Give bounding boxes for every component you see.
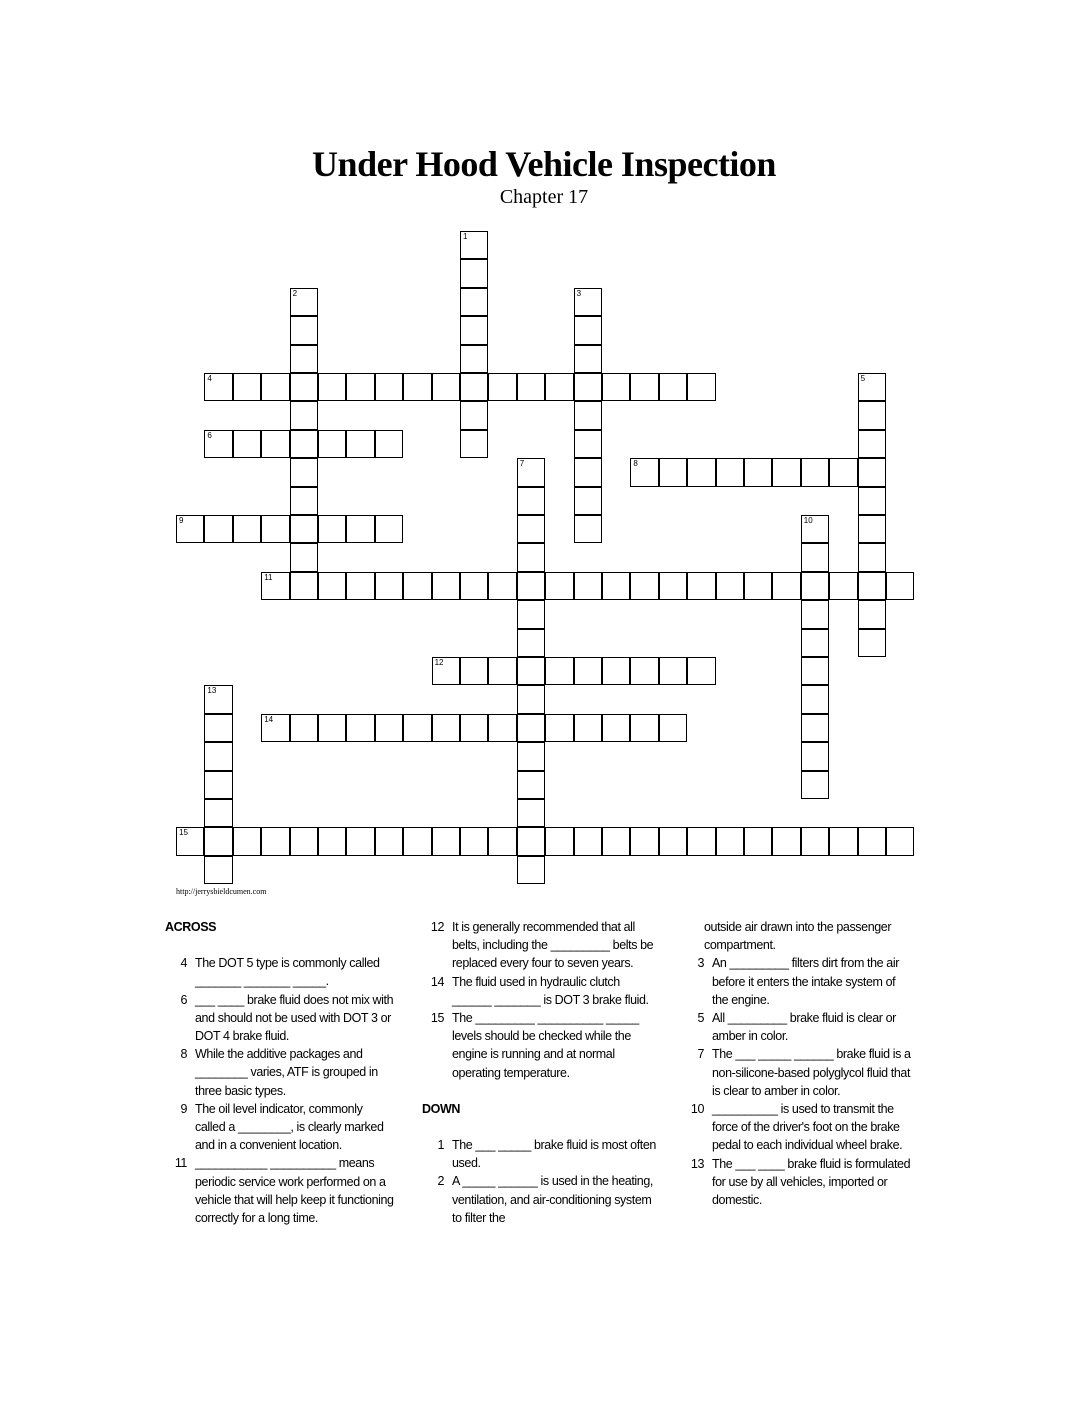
grid-cell[interactable] — [488, 827, 516, 855]
clue-text: The _________ __________ _____ levels should be checked while the engine is running and at normal operating temperature. — [452, 1011, 639, 1080]
clue-text: ___________ __________ means periodic service work performed on a vehicle that will help keep it functioning correctly for a long time. — [195, 1156, 394, 1226]
grid-cell[interactable] — [687, 827, 715, 855]
grid-cell[interactable] — [687, 458, 715, 486]
grid-cell[interactable] — [659, 458, 687, 486]
grid-cell[interactable] — [659, 373, 687, 401]
grid-cell[interactable] — [432, 657, 460, 685]
grid-cell[interactable] — [829, 827, 857, 855]
clue-across-12 — [422, 918, 657, 973]
grid-cell[interactable] — [460, 714, 488, 742]
grid-cell[interactable] — [318, 373, 346, 401]
grid-cell[interactable] — [460, 572, 488, 600]
clue-down-3 — [682, 954, 912, 1009]
clue-across-9 — [165, 1100, 395, 1155]
grid-cell[interactable] — [886, 572, 914, 600]
clue-across-14 — [422, 973, 657, 1009]
grid-cell[interactable] — [460, 345, 488, 373]
grid-cell[interactable] — [318, 430, 346, 458]
down-heading: DOWN — [422, 1101, 460, 1116]
cell-number: 1 — [463, 232, 468, 241]
grid-cell[interactable] — [630, 714, 658, 742]
clue-down-10 — [682, 1100, 912, 1155]
grid-cell[interactable] — [517, 856, 545, 884]
grid-cell[interactable] — [801, 657, 829, 685]
grid-cell[interactable] — [744, 827, 772, 855]
cell-number: 4 — [207, 374, 212, 383]
grid-cell[interactable] — [517, 685, 545, 713]
grid-cell[interactable] — [204, 430, 232, 458]
clue-text: The ___ _____ brake fluid is most often used. — [452, 1138, 656, 1171]
grid-cell[interactable] — [432, 714, 460, 742]
clue-text: The ___ ____ brake fluid is formulated for use by all vehicles, imported or domestic. — [712, 1156, 911, 1208]
grid-cell[interactable] — [801, 600, 829, 628]
grid-cell[interactable] — [829, 572, 857, 600]
grid-cell[interactable] — [204, 714, 232, 742]
grid-cell[interactable] — [432, 373, 460, 401]
clues-column-2 — [422, 918, 657, 1227]
grid-cell[interactable] — [744, 458, 772, 486]
grid-cell[interactable] — [233, 515, 261, 543]
grid-cell[interactable] — [858, 430, 886, 458]
grid-cell[interactable] — [858, 487, 886, 515]
grid-cell[interactable] — [517, 629, 545, 657]
clue-down-2-continued: outside air drawn into the passenger compartment. — [704, 920, 892, 953]
clue-number: 1 — [437, 1138, 444, 1153]
grid-cell[interactable] — [574, 288, 602, 316]
cell-number: 10 — [803, 516, 813, 525]
grid-cell[interactable] — [460, 259, 488, 287]
clue-number: 2 — [437, 1174, 444, 1189]
cell-number: 7 — [519, 459, 525, 469]
grid-cell[interactable] — [517, 742, 545, 770]
grid-cell[interactable] — [659, 714, 687, 742]
grid-cell[interactable] — [801, 458, 829, 486]
grid-cell[interactable] — [574, 430, 602, 458]
grid-cell[interactable] — [432, 827, 460, 855]
grid-cell[interactable] — [346, 430, 374, 458]
grid-cell[interactable] — [858, 629, 886, 657]
grid-cell[interactable] — [346, 515, 374, 543]
grid-cell[interactable] — [602, 827, 630, 855]
grid-cell[interactable] — [290, 401, 318, 429]
grid-cell[interactable] — [545, 827, 573, 855]
cell-number: 13 — [207, 686, 217, 696]
grid-cell[interactable] — [204, 515, 232, 543]
grid-cell[interactable] — [772, 458, 800, 486]
grid-cell[interactable] — [403, 714, 431, 742]
cell-number: 5 — [860, 374, 866, 383]
grid-cell[interactable] — [716, 827, 744, 855]
clue-text: The oil level indicator, commonly called a ________, is clearly marked and in a convenient location. — [195, 1101, 384, 1153]
grid-cell[interactable] — [290, 288, 318, 316]
grid-cell[interactable] — [460, 657, 488, 685]
cell-number: 14 — [264, 714, 274, 724]
clue-down-13 — [682, 1155, 912, 1210]
grid-cell[interactable] — [630, 827, 658, 855]
grid-cell[interactable] — [630, 572, 658, 600]
grid-cell[interactable] — [545, 714, 573, 742]
grid-cell[interactable] — [346, 714, 374, 742]
cell-number: 6 — [207, 430, 212, 440]
grid-cell[interactable] — [290, 543, 318, 571]
cell-number: 3 — [576, 288, 582, 298]
grid-cell[interactable] — [574, 316, 602, 344]
grid-cell[interactable] — [772, 827, 800, 855]
grid-cell[interactable] — [801, 629, 829, 657]
grid-cell[interactable] — [659, 657, 687, 685]
grid-cell[interactable] — [687, 572, 715, 600]
grid-cell[interactable] — [290, 714, 318, 742]
grid-cell[interactable] — [204, 685, 232, 713]
grid-cell[interactable] — [318, 515, 346, 543]
grid-cell[interactable] — [261, 827, 289, 855]
clue-across-4 — [165, 954, 395, 990]
grid-cell[interactable] — [517, 827, 545, 855]
grid-cell[interactable] — [574, 515, 602, 543]
clue-number: 10 — [690, 1102, 704, 1117]
clue-text: It is generally recommended that all belts, including the _________ belts be replaced every four to seven years. — [452, 920, 654, 971]
grid-cell[interactable] — [290, 373, 318, 401]
grid-cell[interactable] — [602, 572, 630, 600]
clue-down-2 — [422, 1172, 657, 1227]
grid-cell[interactable] — [261, 373, 289, 401]
cell-number: 12 — [434, 658, 444, 667]
grid-cell[interactable] — [204, 856, 232, 884]
grid-cell[interactable] — [858, 401, 886, 429]
cell-number: 8 — [633, 459, 638, 469]
grid-cell[interactable] — [517, 515, 545, 543]
clue-number: 7 — [697, 1047, 704, 1062]
grid-cell[interactable] — [659, 572, 687, 600]
grid-cell[interactable] — [375, 827, 403, 855]
grid-cell[interactable] — [545, 657, 573, 685]
clue-text: The DOT 5 type is commonly called _______ _______ _____. — [195, 956, 380, 989]
grid-cell[interactable] — [517, 487, 545, 515]
grid-cell[interactable] — [233, 827, 261, 855]
grid-cell[interactable] — [233, 373, 261, 401]
grid-cell[interactable] — [517, 657, 545, 685]
cell-number: 11 — [264, 572, 273, 582]
grid-cell[interactable] — [574, 714, 602, 742]
clue-across-15 — [422, 1009, 657, 1082]
grid-cell[interactable] — [687, 657, 715, 685]
grid-cell[interactable] — [602, 657, 630, 685]
grid-cell[interactable] — [460, 316, 488, 344]
grid-cell[interactable] — [517, 543, 545, 571]
clues-column-1 — [165, 918, 395, 1227]
clue-text: The ___ _____ ______ brake fluid is a non-silicone-based polyglycol fluid that is clear to amber in color. — [712, 1047, 911, 1098]
grid-cell[interactable] — [545, 572, 573, 600]
grid-cell[interactable] — [517, 799, 545, 827]
grid-cell[interactable] — [261, 572, 289, 600]
grid-cell[interactable] — [318, 714, 346, 742]
grid-cell[interactable] — [460, 373, 488, 401]
grid-cell[interactable] — [858, 515, 886, 543]
clue-down-7 — [682, 1045, 912, 1100]
clue-down-5 — [682, 1009, 912, 1045]
grid-cell[interactable] — [886, 827, 914, 855]
grid-cell[interactable] — [517, 458, 545, 486]
clue-across-6 — [165, 991, 395, 1046]
grid-cell[interactable] — [801, 771, 829, 799]
cell-number: 2 — [292, 288, 298, 298]
grid-cell[interactable] — [290, 345, 318, 373]
clue-text: While the additive packages and ________ varies, ATF is grouped in three basic types. — [195, 1047, 378, 1098]
clue-text: An _________ filters dirt from the air before it enters the intake system of the engine. — [712, 956, 899, 1007]
grid-cell[interactable] — [716, 458, 744, 486]
grid-cell[interactable] — [204, 742, 232, 770]
clue-number: 9 — [180, 1101, 187, 1116]
grid-cell[interactable] — [375, 515, 403, 543]
page-title: Under Hood Vehicle Inspection — [312, 144, 776, 184]
grid-cell[interactable] — [858, 827, 886, 855]
grid-cell[interactable] — [517, 771, 545, 799]
clue-number: 14 — [430, 974, 444, 989]
grid-cell[interactable] — [176, 827, 204, 855]
grid-cell[interactable] — [233, 430, 261, 458]
grid-cell[interactable] — [261, 515, 289, 543]
grid-cell[interactable] — [574, 401, 602, 429]
grid-cell[interactable] — [630, 458, 658, 486]
grid-cell[interactable] — [488, 657, 516, 685]
grid-cell[interactable] — [488, 572, 516, 600]
grid-cell[interactable] — [318, 827, 346, 855]
grid-cell[interactable] — [801, 543, 829, 571]
grid-cell[interactable] — [204, 771, 232, 799]
clue-across-8 — [165, 1045, 395, 1100]
grid-cell[interactable] — [687, 373, 715, 401]
clue-number: 12 — [430, 920, 444, 934]
clue-number: 13 — [690, 1156, 704, 1171]
grid-cell[interactable] — [602, 373, 630, 401]
grid-cell[interactable] — [460, 401, 488, 429]
grid-cell[interactable] — [829, 458, 857, 486]
grid-cell[interactable] — [744, 572, 772, 600]
grid-cell[interactable] — [346, 827, 374, 855]
grid-cell[interactable] — [432, 572, 460, 600]
source-url: http://jerrysbieldcumen.com — [176, 887, 267, 896]
grid-cell[interactable] — [346, 572, 374, 600]
grid-cell[interactable] — [772, 572, 800, 600]
grid-cell[interactable] — [630, 657, 658, 685]
grid-cell[interactable] — [290, 827, 318, 855]
grid-cell[interactable] — [858, 600, 886, 628]
grid-cell[interactable] — [290, 430, 318, 458]
clue-number: 3 — [697, 956, 704, 971]
grid-cell[interactable] — [460, 827, 488, 855]
grid-cell[interactable] — [858, 543, 886, 571]
grid-cell[interactable] — [346, 373, 374, 401]
grid-cell[interactable] — [602, 714, 630, 742]
cell-number: 9 — [179, 516, 184, 525]
grid-cell[interactable] — [801, 515, 829, 543]
clue-across-11 — [165, 1154, 395, 1227]
grid-cell[interactable] — [460, 288, 488, 316]
grid-cell[interactable] — [375, 714, 403, 742]
grid-cell[interactable] — [574, 657, 602, 685]
grid-cell[interactable] — [574, 345, 602, 373]
grid-cell[interactable] — [318, 572, 346, 600]
grid-cell[interactable] — [290, 458, 318, 486]
grid-cell[interactable] — [574, 458, 602, 486]
grid-cell[interactable] — [517, 714, 545, 742]
grid-cell[interactable] — [574, 373, 602, 401]
grid-cell[interactable] — [460, 231, 488, 259]
grid-cell[interactable] — [801, 742, 829, 770]
grid-cell[interactable] — [659, 827, 687, 855]
grid-cell[interactable] — [858, 373, 886, 401]
grid-cell[interactable] — [801, 827, 829, 855]
clue-number: 11 — [174, 1156, 187, 1171]
clue-text: The fluid used in hydraulic clutch ______ _______ is DOT 3 brake fluid. — [452, 974, 649, 1007]
grid-cell[interactable] — [517, 600, 545, 628]
clue-text: All _________ brake fluid is clear or amber in color. — [712, 1011, 896, 1044]
clue-number: 4 — [180, 956, 187, 971]
grid-cell[interactable] — [630, 373, 658, 401]
grid-cell[interactable] — [716, 572, 744, 600]
grid-cell[interactable] — [574, 827, 602, 855]
grid-cell[interactable] — [801, 714, 829, 742]
grid-cell[interactable] — [204, 827, 232, 855]
grid-cell[interactable] — [801, 685, 829, 713]
grid-cell[interactable] — [517, 373, 545, 401]
across-heading: ACROSS — [165, 920, 217, 934]
grid-cell[interactable] — [403, 572, 431, 600]
grid-cell[interactable] — [204, 799, 232, 827]
grid-cell[interactable] — [517, 572, 545, 600]
clue-down-1 — [422, 1136, 657, 1172]
clue-number: 5 — [697, 1011, 704, 1026]
grid-cell[interactable] — [403, 373, 431, 401]
clue-text: A _____ ______ is used in the heating, ventilation, and air-conditioning system to filter the — [452, 1174, 653, 1225]
grid-cell[interactable] — [375, 430, 403, 458]
page-subtitle: Chapter 17 — [499, 186, 589, 208]
grid-cell[interactable] — [261, 714, 289, 742]
clue-number: 8 — [180, 1047, 187, 1062]
clue-text: __________ is used to transmit the force of the driver's foot on the brake pedal to each individual wheel brake. — [712, 1102, 903, 1153]
grid-cell[interactable] — [488, 373, 516, 401]
grid-cell[interactable] — [858, 572, 886, 600]
grid-cell[interactable] — [375, 572, 403, 600]
grid-cell[interactable] — [801, 572, 829, 600]
grid-cell[interactable] — [574, 487, 602, 515]
grid-cell[interactable] — [290, 515, 318, 543]
grid-cell[interactable] — [545, 373, 573, 401]
grid-cell[interactable] — [261, 430, 289, 458]
grid-cell[interactable] — [290, 487, 318, 515]
grid-cell[interactable] — [176, 515, 204, 543]
clue-text: ___ ____ brake fluid does not mix with and should not be used with DOT 3 or DOT 4 brake fluid. — [195, 992, 394, 1044]
grid-cell[interactable] — [858, 458, 886, 486]
grid-cell[interactable] — [460, 430, 488, 458]
grid-cell[interactable] — [290, 316, 318, 344]
grid-cell[interactable] — [204, 373, 232, 401]
clue-number: 6 — [180, 992, 187, 1007]
grid-cell[interactable] — [290, 572, 318, 600]
cell-number: 15 — [179, 828, 188, 838]
grid-cell[interactable] — [488, 714, 516, 742]
clue-number: 15 — [430, 1011, 444, 1026]
grid-cell[interactable] — [403, 827, 431, 855]
clues-column-3 — [682, 918, 912, 1209]
grid-cell[interactable] — [574, 572, 602, 600]
grid-cell[interactable] — [375, 373, 403, 401]
